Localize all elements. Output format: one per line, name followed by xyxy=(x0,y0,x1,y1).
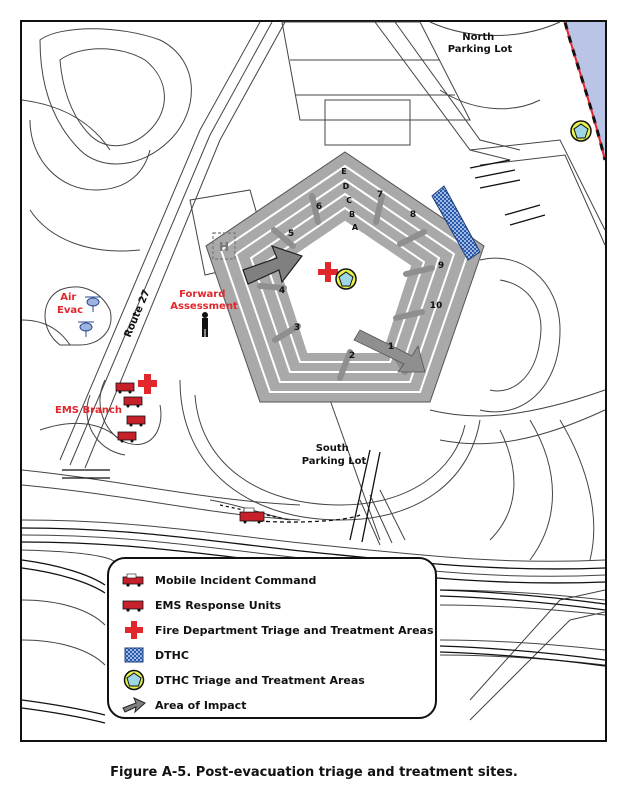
red-cross-icon xyxy=(121,620,147,640)
checkered-blue-icon xyxy=(121,645,147,665)
corridor-label: 4 xyxy=(278,286,286,296)
ems-truck-icon xyxy=(121,595,147,615)
corridor-label: 1 xyxy=(387,342,395,352)
corridor-label: 3 xyxy=(293,323,301,333)
dthc-triage-site-north xyxy=(571,121,591,141)
svg-text:H: H xyxy=(218,240,230,254)
legend-label: DTHC Triage and Treatment Areas xyxy=(155,673,365,687)
corridor-label: 6 xyxy=(315,202,323,212)
route-label: Route 27 xyxy=(122,288,153,340)
legend-label: EMS Response Units xyxy=(155,598,282,612)
legend-row xyxy=(121,670,365,690)
corridor-label: 5 xyxy=(287,229,295,239)
legend-row xyxy=(121,570,316,590)
ring-label: A xyxy=(351,223,359,232)
corridor-label: 10 xyxy=(429,301,443,311)
ring-label: E xyxy=(341,167,347,176)
corridor-label: 8 xyxy=(409,210,417,220)
air-evac-label: Air Evac xyxy=(56,292,84,316)
mobile-command-truck-icon xyxy=(121,570,147,590)
legend xyxy=(107,557,437,719)
legend-row xyxy=(121,695,246,715)
figure-caption: Figure A-5. Post-evacuation triage and treatment sites. xyxy=(110,765,518,780)
north-parking-label: North Parking Lot xyxy=(447,32,513,55)
legend-row xyxy=(121,595,281,615)
corridor-label: 7 xyxy=(376,190,384,200)
ring-label: D xyxy=(342,182,350,191)
ring-label: C xyxy=(346,196,352,205)
corridor-label: 2 xyxy=(348,351,356,361)
legend-row xyxy=(121,620,434,640)
legend-label: Fire Department Triage and Treatment Areas xyxy=(155,623,434,637)
ring-label: B xyxy=(348,210,356,219)
pentagon-circle-icon xyxy=(121,670,147,690)
legend-label: DTHC xyxy=(155,648,189,662)
gray-arrow-icon xyxy=(121,695,147,715)
south-parking-label: South Parking Lot xyxy=(301,443,367,467)
legend-label: Area of Impact xyxy=(155,698,247,712)
corridor-label: 9 xyxy=(437,261,445,271)
forward-assessment-label: Forward Assessment xyxy=(170,289,238,312)
legend-label: Mobile Incident Command xyxy=(155,573,317,587)
legend-row xyxy=(121,645,189,665)
ems-branch-label: EMS Branch xyxy=(55,405,122,416)
